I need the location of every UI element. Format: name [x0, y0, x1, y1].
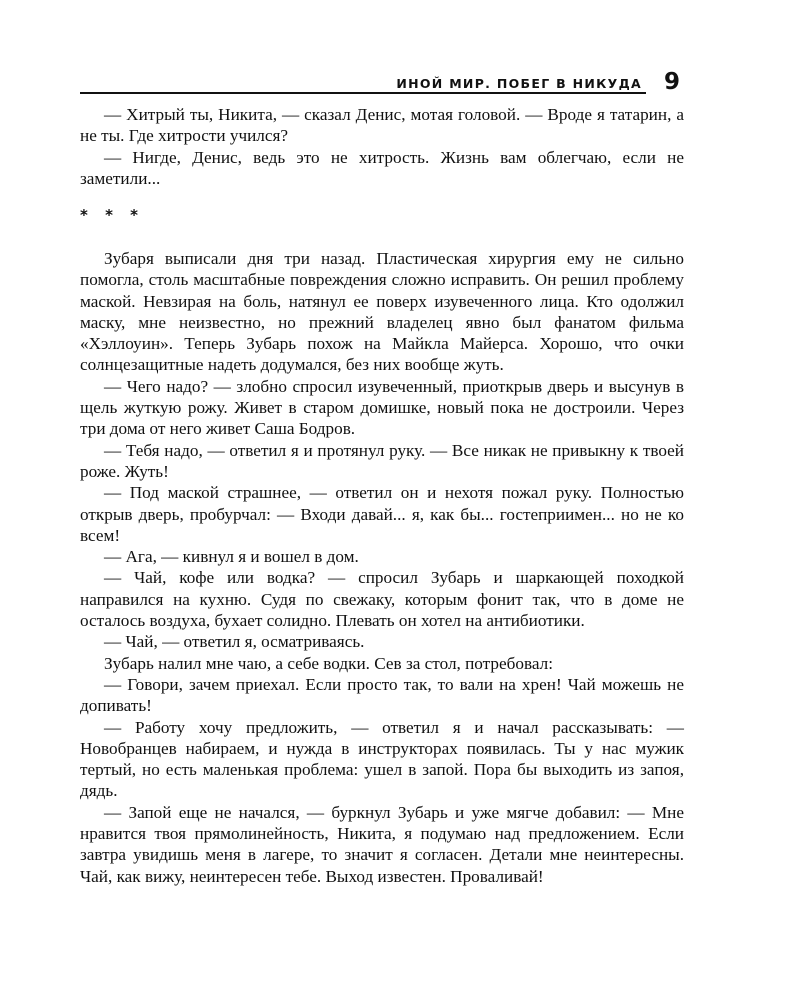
running-header [80, 64, 684, 94]
paragraph: — Говори, зачем приехал. Если просто так, то вали на хрен! Чай можешь не допивать! [80, 674, 684, 716]
paragraph: — Чего надо? — злобно спросил изувеченный, приоткрыв дверь и высунув в щель жуткую рожу. Живет в старом домишке, новый пока не достроили. Через три дома от него живет Саша Бодров. [80, 376, 684, 439]
paragraph: — Под маской страшнее, — ответил он и нехотя пожал руку. Полностью открыв дверь, пробурчал: — Входи давай... я, как бы... гостеприимен... но не ко всем! [80, 483, 684, 545]
paragraph: — Чай, кофе или водка? — спросил Зубарь и шаркающей походкой направился на кухню. Судя по свежаку, которым фонит так, что в доме не осталось воздуха, бухает солидно. Плевать он хотел на антибиотики. [80, 568, 684, 631]
paragraph: Зубарь налил мне чаю, а себе водки. Сев за стол, потребовал: [104, 653, 553, 673]
paragraph: — Чай, — ответил я, осматриваясь. [104, 632, 365, 652]
paragraph: — Запой еще не начался, — буркнул Зубарь и уже мягче добавил: — Мне нравится твоя прямолинейность, Никита, я подумаю над предложением. Если завтра увидишь меня в лагере, то значит я согласен. Детали мне неинтересны. Чай, как вижу, неинтересен тебе. Выход известен. Проваливай! [80, 802, 684, 886]
paragraph: — Хитрый ты, Никита, — сказал Денис, мотая головой. — Вроде я татарин, а не ты. Где хитрости учился? [80, 105, 684, 146]
page-number: 9 [663, 69, 680, 95]
section-separator: * * * [80, 206, 144, 224]
body-text [80, 248, 684, 887]
paragraph: — Нигде, Денис, ведь это не хитрость. Жизнь вам облегчаю, если не заметили... [80, 147, 684, 188]
running-header-title: ИНОЙ МИР. ПОБЕГ В НИКУДА [396, 76, 642, 91]
intro-text [80, 104, 684, 189]
paragraph: — Тебя надо, — ответил я и протянул руку. — Все никак не привыкну к твоей роже. Жуть! [80, 440, 684, 481]
header-rule [80, 92, 646, 94]
paragraph: — Ага, — кивнул я и вошел в дом. [104, 547, 359, 567]
paragraph: — Работу хочу предложить, — ответил я и начал рассказывать: — Новобранцев набираем, и нужда в инструкторах появилась. Ты у нас мужик тертый, но есть маленькая проблема: ушел в запой. Пора бы выходить из запоя, дядь. [80, 717, 684, 801]
paragraph: Зубаря выписали дня три назад. Пластическая хирургия ему не сильно помогла, столь масштабные повреждения сложно исправить. Он решил проблему маской. Невзирая на боль, натянул ее поверх изувеченного лица. Кто одолжил маску, мне неизвестно, но прежний владелец явно был фанатом фильма «Хэллоуин». Теперь Зубарь похож на Майкла Майерса. Хорошо, что очки солнцезащитные надеть додумался, без них вообще жуть. [80, 249, 684, 375]
